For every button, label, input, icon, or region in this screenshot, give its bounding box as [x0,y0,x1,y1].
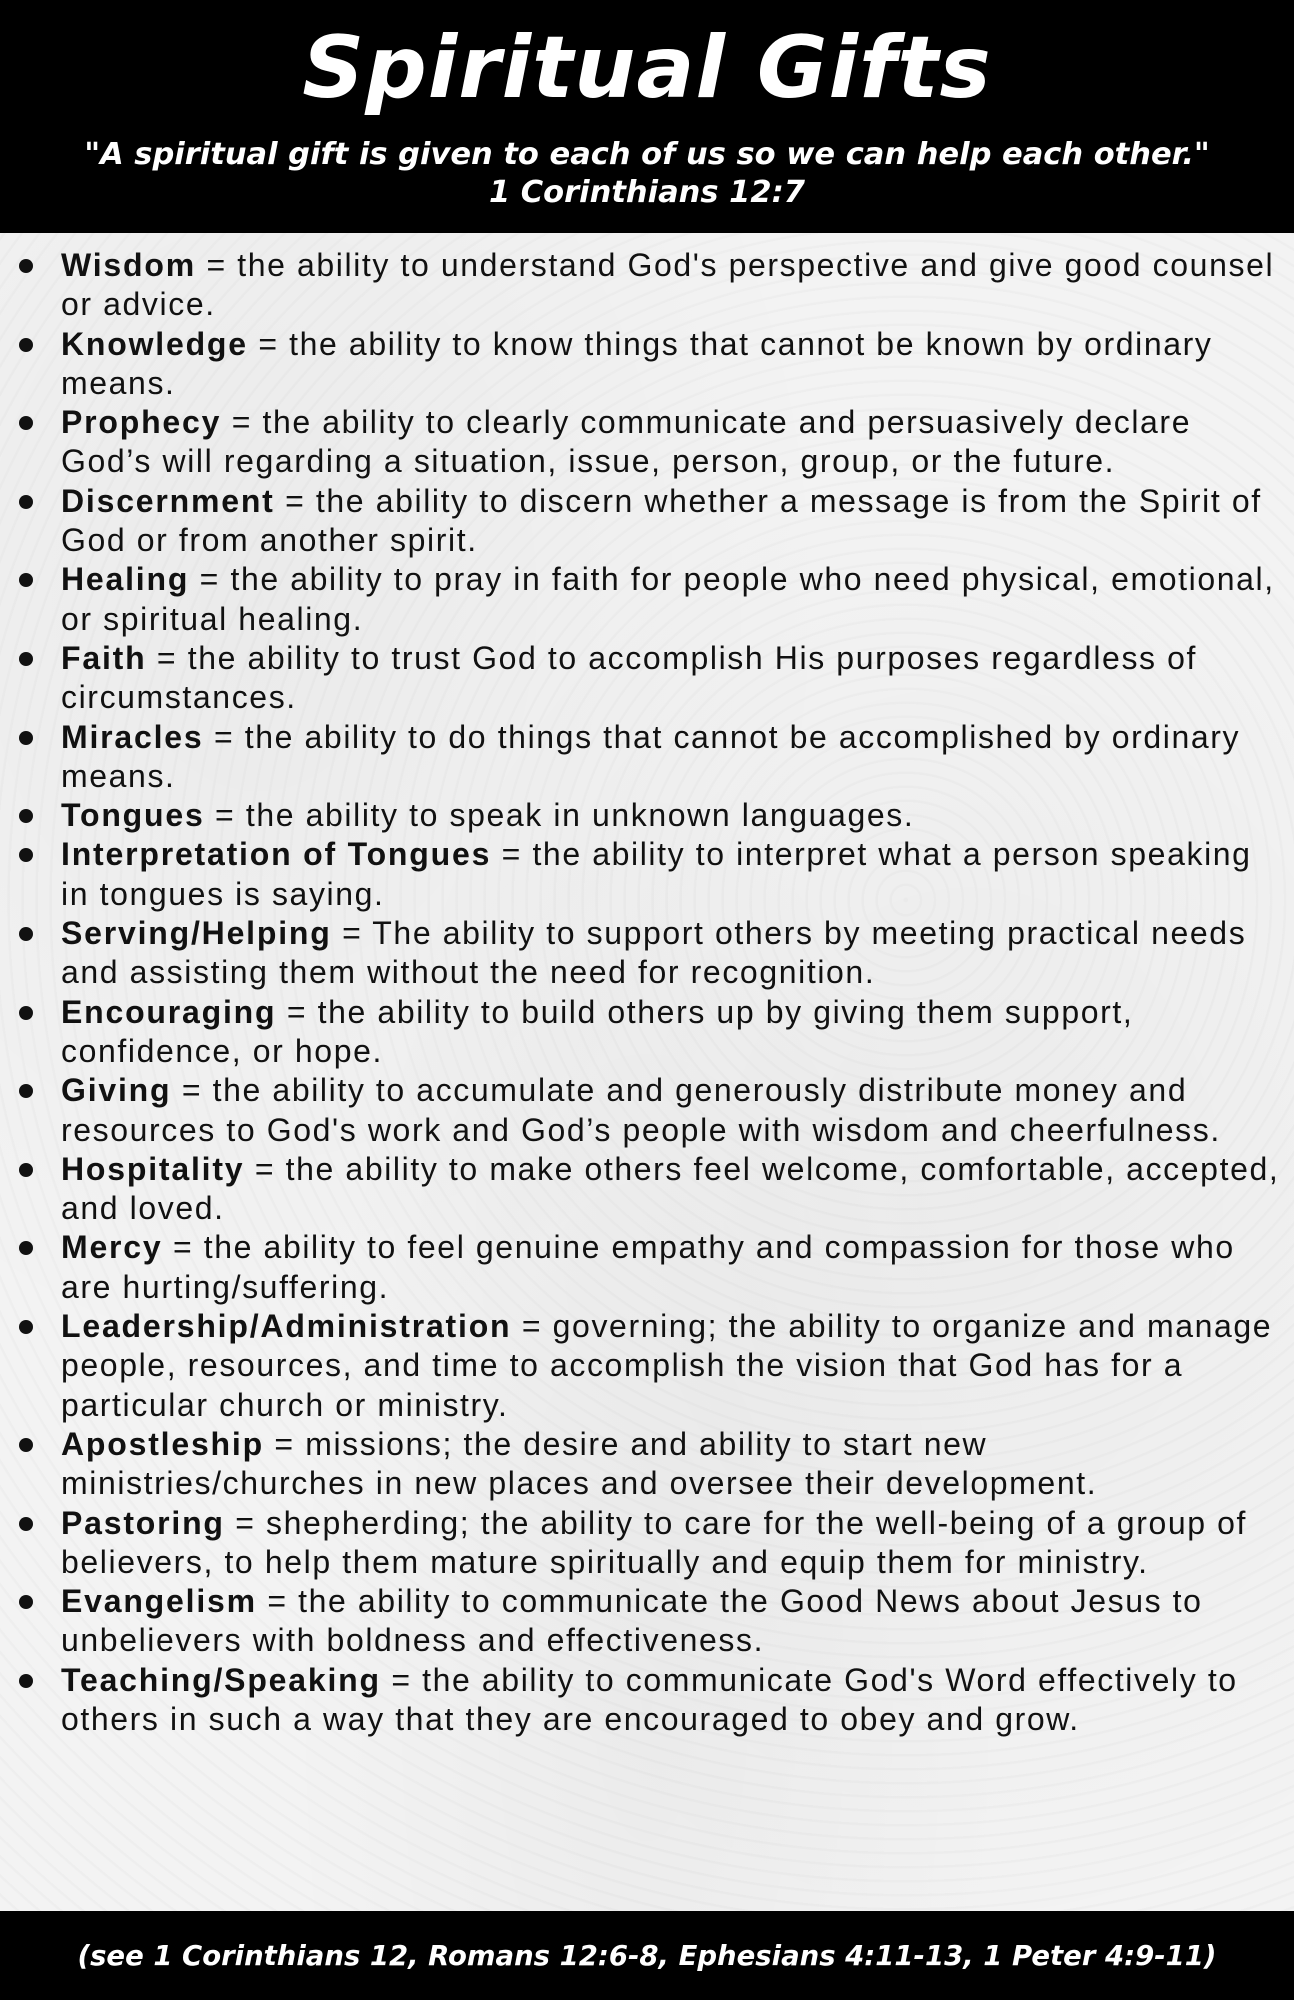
gift-name: Healing [61,561,190,598]
list-item [0,1582,1294,1661]
bullet-icon [19,1674,33,1688]
gift-name: Wisdom [61,247,196,283]
gift-name: Giving [61,1072,172,1109]
gift-definition: = the ability to build others up by giving them support, confidence, or hope. [61,993,1134,1069]
bullet-icon [19,416,33,430]
scripture-quote-block [0,136,1294,212]
gift-name: Evangelism [61,1583,257,1620]
bullet-icon [19,1163,33,1177]
bullet-icon [19,1517,33,1531]
list-item [0,1661,1294,1740]
gift-definition: = the ability to accumulate and generously distribute money and resources to God's work and God’s people with wisdom and cheerfulness. [61,1072,1221,1148]
gift-definition: = the ability to speak in unknown languages. [204,797,915,834]
gift-definition: = the ability to do things that cannot be accomplished by ordinary means. [61,718,1241,794]
bullet-icon [19,338,33,352]
gift-name: Knowledge [61,325,248,362]
bullet-icon [19,731,33,745]
list-item [0,718,1294,797]
gift-definition: = shepherding; the ability to care for the well-being of a group of believers, to help them mature spiritually and equip them for ministry. [61,1504,1248,1580]
list-item [0,325,1294,404]
gift-name: Leadership/Administration [61,1308,512,1345]
gift-name: Mercy [61,1229,163,1266]
gift-name: Serving/Helping [61,915,332,952]
list-item [0,639,1294,718]
gift-name: Hospitality [61,1150,245,1187]
bullet-icon [19,1006,33,1020]
gift-name: Faith [61,639,147,676]
gift-definition: = the ability to know things that cannot be known by ordinary means. [61,325,1213,401]
bullet-icon [19,848,33,862]
gift-name: Pastoring [61,1504,225,1541]
bullet-icon [19,809,33,823]
list-item [0,835,1294,914]
list-item [0,560,1294,639]
gift-definition: = the ability to feel genuine empathy and compassion for those who are hurting/suffering. [61,1229,1235,1305]
gift-name: Prophecy [61,404,222,441]
gift-definition: = the ability to clearly communicate and persuasively declare God’s will regarding a situation, issue, person, group, or the future. [61,404,1192,480]
gift-name: Discernment [61,482,275,519]
list-item [0,914,1294,993]
gift-definition: = the ability to communicate the Good News about Jesus to unbelievers with boldness and effectiveness. [61,1583,1203,1659]
gift-definition: = The ability to support others by meeting practical needs and assisting them without the need for recognition. [61,915,1247,991]
gift-definition: = the ability to trust God to accomplish His purposes regardless of circumstances. [61,639,1198,716]
gift-definition: = the ability to discern whether a message is from the Spirit of God or from another spirit. [61,482,1262,559]
gift-definition: = the ability to understand God's perspective and give good counsel or advice. [61,247,1275,323]
footer-banner [0,1911,1294,2000]
bullet-icon [19,1084,33,1098]
gift-definition: = the ability to interpret what a person speaking in tongues is saying. [61,836,1252,912]
bullet-icon [19,1241,33,1255]
gift-name: Miracles [61,718,204,755]
list-item [0,1228,1294,1307]
header-banner [0,0,1294,233]
list-item [0,1504,1294,1583]
list-item [0,796,1294,835]
gift-name: Interpretation of Tongues [61,836,492,873]
list-item [0,1425,1294,1504]
gift-name: Encouraging [61,993,277,1030]
bullet-icon [19,1595,33,1609]
list-item [0,1071,1294,1150]
list-item [0,993,1294,1072]
gift-name: Teaching/Speaking [61,1661,381,1698]
scripture-quote: "A spiritual gift is given to each of us so we can help each other." [84,137,1210,172]
bullet-icon [19,1438,33,1452]
list-item [0,403,1294,482]
gift-definition: = governing; the ability to organize and manage people, resources, and time to accomplish the vision that God has for a particular church or ministry. [61,1308,1273,1423]
bullet-icon [19,927,33,941]
list-item [0,1150,1294,1229]
bullet-icon [19,652,33,666]
gift-definition: = the ability to communicate God's Word effectively to others in such a way that they are encouraged to obey and grow. [61,1661,1238,1737]
bullet-icon [19,1320,33,1334]
bullet-icon [19,259,33,273]
gift-name: Tongues [61,797,205,834]
gift-definition: = the ability to make others feel welcome, comfortable, accepted, and loved. [61,1150,1280,1227]
footer-references: (see 1 Corinthians 12, Romans 12:6-8, Ephesians 4:11-13, 1 Peter 4:9-11) [77,1940,1217,1972]
list-item [0,482,1294,561]
bullet-icon [19,495,33,509]
bullet-icon [19,573,33,587]
gift-definition: = the ability to pray in faith for people who need physical, emotional, or spiritual healing. [61,561,1275,637]
gift-name: Apostleship [61,1425,264,1462]
page-title: Spiritual Gifts [302,18,992,118]
list-item [0,246,1294,325]
scripture-reference: 1 Corinthians 12:7 [488,175,806,210]
list-item [0,1307,1294,1425]
gift-definition: = missions; the desire and ability to start new ministries/churches in new places and oversee their development. [61,1425,1098,1502]
gifts-list [0,246,1294,1739]
